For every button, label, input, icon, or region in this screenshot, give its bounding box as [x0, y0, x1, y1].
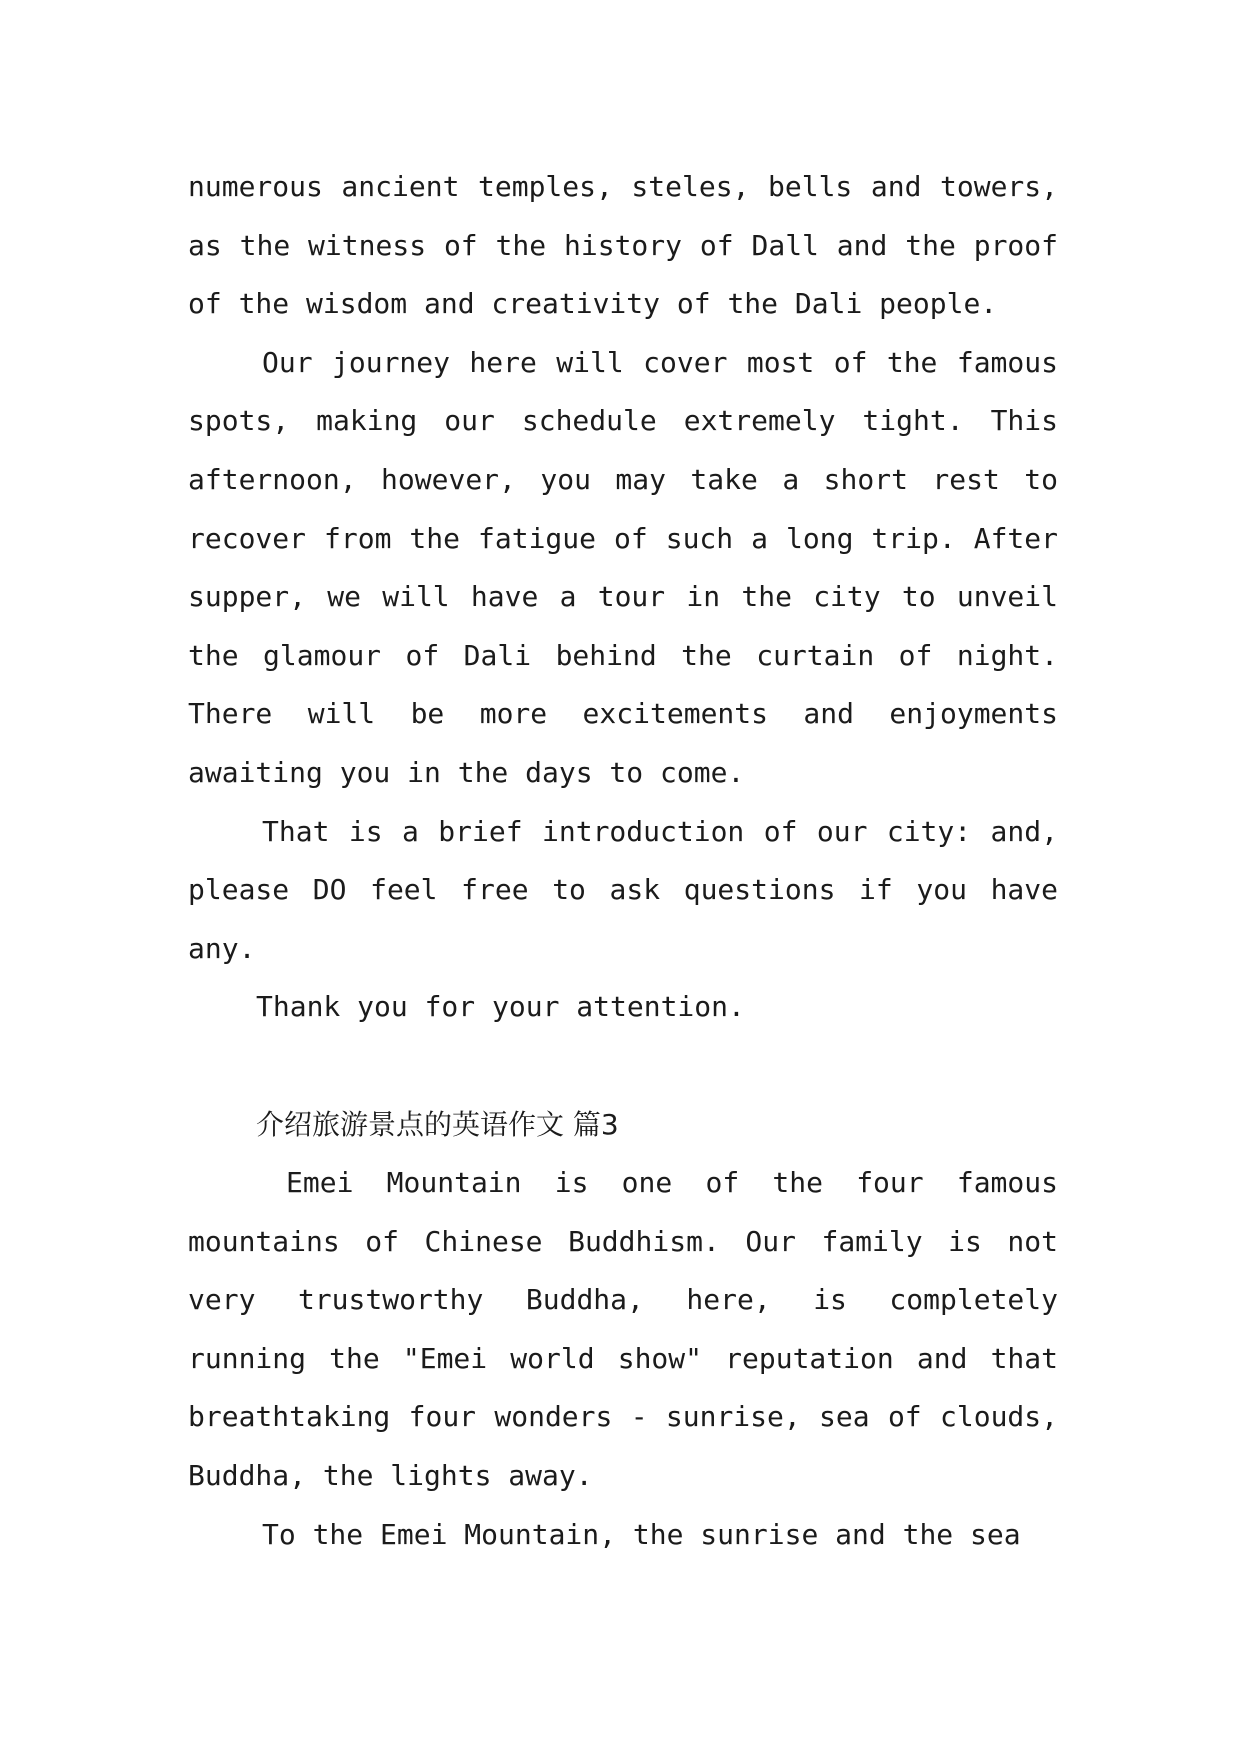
document-body: [188, 158, 1058, 1564]
paragraph-journey: Our journey here will cover most of the famous spots, making our schedule extremely tight. This afternoon, however, you may take a short rest to recover from the fatigue of such a long trip. After supper, we will have a tour in the city to unveil the glamour of Dali behind the curtain of night. There will be more excitements and enjoyments awaiting you in the days to come.: [188, 345, 1058, 789]
paragraph-sunrise: To the Emei Mountain, the sunrise and the sea: [262, 1517, 1021, 1551]
paragraph-emei: Emei Mountain is one of the four famous mountains of Chinese Buddhism. Our family is not very trustworthy Buddha, here, is completely running the "Emei world show" reputation and that breathtaking four wonders - sunrise, sea of clouds, Buddha, the lights away.: [188, 1166, 1058, 1493]
paragraph-thanks: Thank you for your attention.: [256, 990, 745, 1024]
section-heading: 介绍旅游景点的英语作文 篇3: [256, 1107, 619, 1141]
paragraph-introduction: That is a brief introduction of our city: and, please DO feel free to ask questions if you have any.: [188, 814, 1058, 965]
paragraph-temples: numerous ancient temples, steles, bells and towers, as the witness of the history of Dall and the proof of the wisdom and creativity of the Dali people.: [188, 170, 1058, 321]
